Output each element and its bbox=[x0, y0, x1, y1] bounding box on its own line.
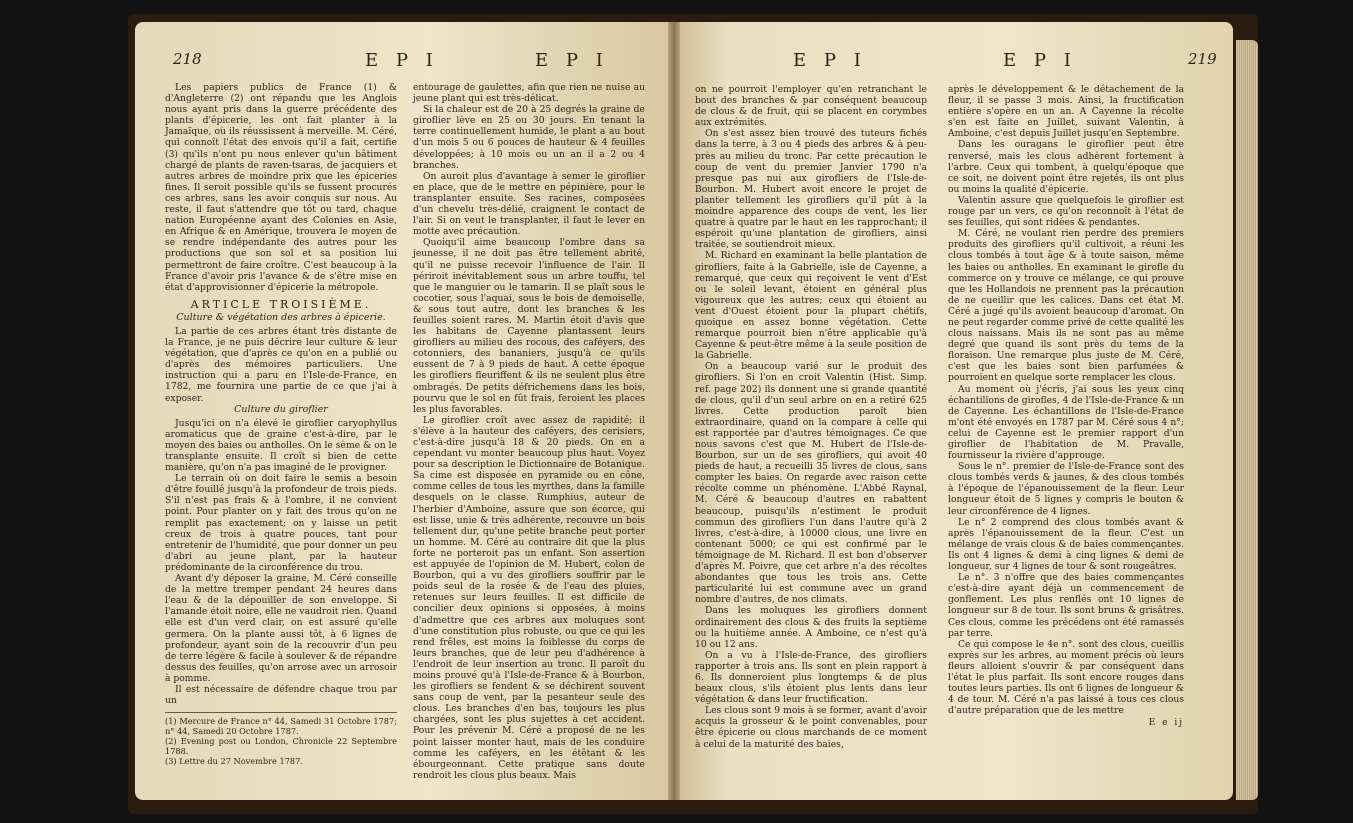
right-page bbox=[673, 22, 1233, 800]
page-edges bbox=[1236, 40, 1258, 800]
paragraph: On a vu à l'Isle-de-France, des girofliers rapporter à trois ans. Ils sont en plein rapport à 6. Ils donneroient plus longtemps & de plus beaux clous, s'ils étoient plus lents dans leur végétation & dans leur fructification. bbox=[695, 649, 927, 706]
right-page-column-2 bbox=[948, 84, 1184, 729]
paragraph: Si la chaleur est de 20 à 25 degrés la graine de giroflier lève en 25 ou 30 jours. En tenant la terre continuellement humide, le plant a au bout d'un mois 5 ou 6 pouces de hauteur & 4 feuilles développées; à 10 mois ou un an il a 2 ou 4 branches. bbox=[413, 104, 645, 171]
book-gutter bbox=[668, 22, 680, 800]
page-number-right: 219 bbox=[1188, 50, 1217, 68]
footnote: (2) Evening post ou London, Chronicle 22 Septembre 1788. bbox=[165, 736, 397, 757]
paragraph: Le n°. 3 n'offre que des baies commençantes c'est-à-dire ayant déjà un commencement de gonflement. Les plus renflés ont 10 lignes de longueur sur 8 de tour. Ils sont bruns & grisâtres. Ces clous, comme les précédens ont été ramassés par terre. bbox=[948, 572, 1184, 639]
page-number-left: 218 bbox=[173, 50, 202, 68]
paragraph: On a beaucoup varié sur le produit des girofliers. Si l'on en croit Valentin (Hist. Simp. ref. page 202) ils donnent une si grande quantité de clous, qu'il d'un seul arbre on en a retiré 625 livres. Cette production paroît bien extraordinaire, quand on la compare à celle qui est rapportée par d'autres témoignages. Ce que nous savons c'est que M. Hubert de l'Isle-de-Bourbon, sur un de ses girofliers, qui avoit 40 pieds de haut, a recueilli 35 livres de clous, sans compter les baies. On regarde avec raison cette récolte comme un phénomène. L'Abbé Raynal, M. Céré & beaucoup d'autres en rabattent beaucoup, puisqu'ils n'estiment le produit commun des girofliers l'un dans l'autre qu'à 2 livres, c'est-à-dire, à 10000 clous, une livre en contenant 5000; ce qui est confirmé par le témoignage de M. Richard. Il est bon d'observer d'après M. Poivre, que cet arbre n'a des récoltes abondantes que tous les trois ans. Cette particularité lui est commune avec un grand nombre d'autres, de nos climats. bbox=[695, 361, 927, 606]
footnote: (3) Lettre du 27 Novembre 1787. bbox=[165, 756, 303, 767]
running-head-left-1: E P I bbox=[365, 50, 439, 71]
paragraph: La partie de ces arbres étant très distante de la France, je ne puis décrire leur culture & leur végétation, que d'après ce qu'on en a publié ou d'après des mémoires particuliers. Une instruction qui a paru en l'Isle-de-France, en 1782, me fournira une partie de ce que j'ai à exposer. bbox=[165, 325, 397, 404]
paragraph: Le n° 2 comprend des clous tombés avant & après l'épanouissement de la fleur. C'est un mélange de vrais clous & de baies commençantes. Ils ont 4 lignes & demi à cinq lignes & demi de longueur, sur 4 lignes de tour & sont rougeâtres. bbox=[948, 516, 1184, 573]
right-page-column-1 bbox=[695, 84, 927, 750]
paragraph: Dans les moluques les girofliers donnent ordinairement des clous & des fruits la septième ou la huitième année. A Amboine, ce n'est qu'à 10 ou 12 ans. bbox=[695, 605, 927, 650]
paragraph: Les papiers publics de France (1) & d'Angleterre (2) ont répandu que les Anglois nous ayant pris dans la guerre précédente des plants d'épicerie, les ont fait planter à la Jamaïque, où ils réussissent à merveille. M. Céré, qui connoît l'état des envois qu'il a fait, certifie (3) qu'ils n'ont pu nous enlever qu'un bâtiment chargé de plants de raven-tsaras, de jacquiers et autres arbres de moindre prix que les épiceries fines. Il seroit possible qu'ils se fussent procurés ces arbres, sans les avoir conquis sur nous. Au reste, il faut s'attendre que tôt ou tard, chaque nation Européenne ayant des Colonies en Asie, en Afrique & en Amérique, trouvera le moyen de se rendre indépendante des autres pour les productions que son sol et sa position lui permettront de faire croître. C'est beaucoup à la France d'avoir pris l'avance & de s'être mise en état d'approvisionner d'épicerie la métropole. bbox=[165, 82, 397, 293]
footnote: (1) Mercure de France n° 44, Samedi 31 Octobre 1787; n° 44, Samedi 20 Octobre 1787. bbox=[165, 716, 397, 737]
left-page-column-1 bbox=[165, 82, 397, 766]
subsection-title: Culture du giroflier bbox=[234, 403, 328, 415]
paragraph: après le développement & le détachement de la fleur, il se passe 3 mois. Ainsi, la fructification entière s'opère en un an. A Cayenne la récolte s'en est faite en Juillet, suivant Valentin, à Amboine, c'est depuis Juillet jusqu'en Septembre. bbox=[948, 84, 1184, 140]
catchword: E e ij bbox=[1148, 718, 1184, 729]
paragraph: on ne pourroit l'employer qu'en retranchant le bout des branches & par conséquent beaucoup de clous & de fruit, qui se placent en corymbes aux extrémités. bbox=[695, 84, 927, 129]
running-head-right-2: E P I bbox=[1003, 50, 1077, 71]
paragraph: Le terrain où on doit faire le semis a besoin d'être fouillé jusqu'à la profondeur de trois pieds. S'il n'est pas frais & à l'ombre, il ne convient point. Pour planter on y fait des trous qu'on ne remplit pas exactement; on y laisse un petit creux de trois à quatre pouces, tant pour entretenir de l'humidité, que pour donner un peu d'abri au jeune plant, par la hauteur prédominante de la circonférence du trou. bbox=[165, 473, 397, 573]
paragraph: entourage de gaulettes, afin que rien ne nuise au jeune plant qui est très-délicat. bbox=[413, 82, 645, 105]
section-title: ARTICLE TROISIÈME. bbox=[190, 297, 372, 311]
section-subtitle: Culture & végétation des arbres à épicerie. bbox=[176, 311, 386, 323]
paragraph: Dans les ouragans le giroflier peut être renversé, mais les clous adhèrent fortement à l'arbre. Ceux qui tombent, à quelqu'époque que ce soit, ne doivent point être rejetés, ils ont plus ou moins la qualité d'épicerie. bbox=[948, 139, 1184, 195]
paragraph: Valentin assure que quelquefois le giroflier est rouge par un vers, ce qu'on reconnoît à l'état de ses feuilles, qui sont ridées & pendantes. bbox=[948, 194, 1184, 229]
paragraph: Avant d'y déposer la graine, M. Céré conseille de la mettre tremper pendant 24 heures dans l'eau & de la dépouiller de son enveloppe. Si l'amande étoit noire, elle ne vaudroit rien. Quand elle est d'un verd clair, on est assuré qu'elle germera. On la plante aussi tôt, à 6 lignes de profondeur, ayant soin de la recouvrir d'un peu de terre légère & facile à soulever & de répandre dessus des feuilles, qu'on arrose avec un arrosoir à pomme. bbox=[165, 573, 397, 684]
paragraph: Quoiqu'il aime beaucoup l'ombre dans sa jeunesse, il ne doit pas être tellement abrité, qu'il ne puisse recevoir l'influence de l'air. Il périroit inévitablement sous un arbre touffu, tel que le manguier ou le tamarin. Il se plaît sous le cocotier, sous l'aquai, sous le bois de demoiselle, & sous tout autre, dont les branches & les feuilles soient rares. M. Martin étoit d'avis que les habitans de Cayenne plantassent leurs girofliers au milieu des rocous, des caféyers, des cotonniers, des bananiers, jusqu'à ce qu'ils eussent de 7 à 9 pieds de haut. A cette époque les girofliers fleuriffent & ils ne seulent plus être ombragés. De petits défrichemens dans les bois, pourvu que le sol en fût frais, feroient les places les plus favorables. bbox=[413, 237, 645, 415]
paragraph: Il est nécessaire de défendre chaque trou par un bbox=[165, 683, 397, 707]
paragraph: Ce qui compose le 4e n°. sont des clous, cueillis exprès sur les arbres, au moment précis où leurs fleurs alloient s'ouvrir & par conséquent dans l'état le plus parfait. Ils sont encore rouges dans toutes leurs parties. Ils ont 6 lignes de longueur & 4 de tour. M. Céré n'a pas laissé à tous ces clous d'autre préparation que de les mettre bbox=[948, 638, 1184, 717]
paragraph: Les clous sont 9 mois à se former, avant d'avoir acquis la grosseur & le point convenables, pour être épicerie ou clous marchands de ce moment à celui de la maturité des baies, bbox=[695, 705, 927, 750]
left-page-column-2 bbox=[413, 82, 645, 781]
running-head-right-1: E P I bbox=[793, 50, 867, 71]
paragraph: M. Céré, ne voulant rien perdre des premiers produits des girofliers qu'il cultivoit, a réuni les clous tombés à tout âge & à toute saison, même les baies ou antholles. En examinant le girofle du commerce on y trouve ce mélange, ce qui prouve que les Hollandois ne prennent pas la précaution de ne cueillir que les calices. Dans cet état M. Céré a jugé qu'ils avoient beaucoup d'aromat. On ne peut regarder comme privé de cette qualité les clous naissans. Mais ils ne sont pas au même degré que quand ils sont près du tems de la floraison. Une remarque plus juste de M. Céré, c'est que les baies sont bien parfumées & pourroient en quelque sorte remplacer les clous. bbox=[948, 228, 1184, 384]
paragraph: Jusqu'ici on n'a élevé le giroflier caryophyllus aromaticus que de graine c'est-à-dire, par le moyen des baies ou antholles. On le sème & on le transplante ensuite. Il croît si bien de cette manière, qu'on n'a pas imaginé de le provigner. bbox=[165, 417, 397, 474]
paragraph: Le giroflier croît avec assez de rapidité; il s'élève à la hauteur des caféyers, des cerisiers, c'est-à-dire jusqu'à 18 & 20 pieds. On en a cependant vu monter beaucoup plus haut. Voyez pour sa description le Dictionnaire de Botanique. Sa cime est disposée en pyramide ou en cône, comme celles de tous les myrthes, dans la famille desquels on le classe. Rumphius, auteur de l'herbier d'Amboine, assure que son écorce, qui est lisse, unie & très adhérente, recouvre un bois tellement dur, qu'une petite branche peut porter un homme. M. Céré au contraire dit que la plus forte ne porteroit pas un enfant. Son assertion est appuyée de l'opinion de M. Hubert, colon de Bourbon, qui a vu des girofliers souffrir par le poids seul de la rosée & de l'eau des pluies, retenues sur leurs feuilles. Il est difficile de concilier deux opinions si opposées, à moins d'admettre que ces arbres aux moluques sont d'une constitution plus robuste, ou que ce qui les rend frêles, est moins la foiblesse du corps de leurs branches, que de leur peu d'adhérence à l'endroit de leur insertion au tronc. Il paroît du moins prouvé qu'à l'Isle-de-France & à Bourbon, les girofliers se fendent & se déchirent souvent sans coup de vent, par la pesanteur seule des clous. Les branches d'en bas, toujours les plus chargées, sont les plus sujettes à cet accident. Pour les prévenir M. Céré a proposé de ne les point laisser monter haut, mais de les conduire comme les caféyers, en les étêtant & les ébourgeonnant. Cette pratique sans doute rendroit les clous plus beaux. Mais bbox=[413, 414, 645, 781]
footnotes bbox=[165, 712, 397, 766]
paragraph: Sous le n°. premier de l'Isle-de-France sont des clous tombés verds & jaunes, & des clous tombés à l'époque de l'épanouissement de la fleur. Leur longueur étoit de 5 lignes y compris le bouton & leur circonférence de 4 lignes. bbox=[948, 461, 1184, 517]
paragraph: Au moment où j'écris, j'ai sous les yeux cinq échantillons de girofles, 4 de l'Isle-de-France & un de Cayenne. Les échantillons de l'Isle-de-France m'ont été envoyés en 1787 par M. Céré sous 4 n°; celui de Cayenne est le premier rapport d'un giroflier de l'habitation de M. Pravalle, fournisseur la rivière d'approuge. bbox=[948, 383, 1184, 462]
paragraph: On auroit plus d'avantage à semer le giroflier en place, que de le mettre en pépinière, pour le transplanter ensuite. Ses racines, composées d'un chevelu très-délié, craignent le contact de l'air. Si on veut le transplanter, il faut le lever en motte avec précaution. bbox=[413, 170, 645, 238]
paragraph: M. Richard en examinant la belle plantation de girofliers, faite à la Gabrielle, isle de Cayenne, a remarqué, que ceux qui reçoivent le vent d'Est ou le soleil levant, étoient en général plus vigoureux que les autres; ceux qui étoient au vent d'Ouest étoient pour la plupart chétifs, quoique en assez bonne végétation. Cette remarque pourroit bien n'être applicable qu'à Cayenne & peut-être même à la seule position de la Gabrielle. bbox=[695, 250, 927, 362]
left-page bbox=[135, 22, 673, 800]
paragraph: On s'est assez bien trouvé des tuteurs fichés dans la terre, à 3 ou 4 pieds des arbres & à peu-près au milieu du tronc. Par cette précaution le coup de vent du premier Janvier 1790 n'a presque pas nui aux girofliers de l'Isle-de-Bourbon. M. Hubert avoit encore le projet de planter tellement les girofliers qu'il pût à la moindre apparence des coups de vent, les lier quatre à quatre par le haut en les rapprochant; il espéroit qu'une plantation de girofliers, ainsi traitée, se soutiendroit mieux. bbox=[695, 128, 927, 251]
running-head-left-2: E P I bbox=[535, 50, 609, 71]
